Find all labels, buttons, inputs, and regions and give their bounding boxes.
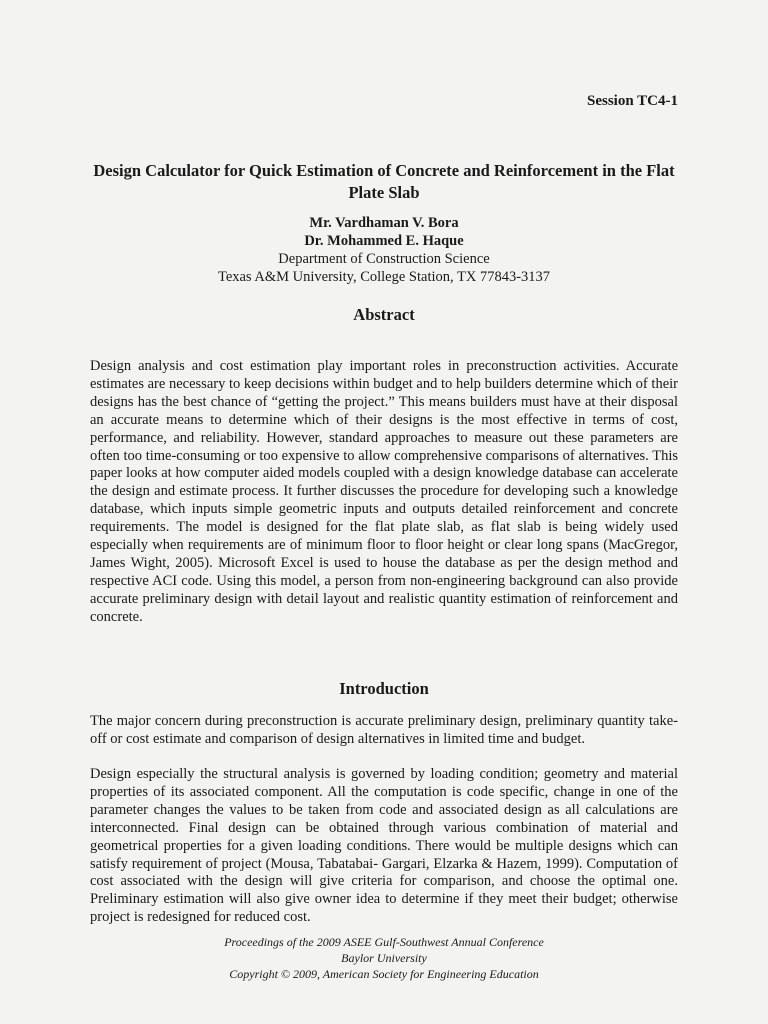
- abstract-paragraph: Design analysis and cost estimation play important roles in preconstruction activities. Accurate estimates are necessary to keep decisions within budget and to help builders determine which of their designs has the best chance of “getting the project.” This means builders must have at their disposal an accurate means to determine which of their designs is the most effective in terms of cost, performance, and reliability. However, standard approaches to measure out these parameters are often too time-consuming or too expensive to allow comprehensive comparisons of alternatives. This paper looks at how computer aided models coupled with a design knowledge database can accelerate the design and estimate process. It further discusses the procedure for developing such a knowledge database, which inputs simple geometric inputs and outputs detailed reinforcement and concrete requirements. The model is designed for the flat plate slab, as flat slab is being widely used especially when requirements are of minimum floor to floor height or clear long spans (MacGregor, James Wight, 2005). Microsoft Excel is used to house the database as per the design method and respective ACI code. Using this model, a person from non-engineering background can also provide accurate preliminary design with detail layout and realistic quantity estimation of reinforcement and concrete.: [90, 358, 678, 625]
- introduction-heading: Introduction: [339, 679, 429, 698]
- author-name: Dr. Mohammed E. Haque: [304, 233, 464, 249]
- introduction-paragraph: The major concern during preconstruction is accurate preliminary design, preliminary quantity take-off or cost estimate and comparison of design alternatives in limited time and budget.: [90, 713, 678, 747]
- session-label: Session TC4-1: [587, 93, 678, 109]
- page-footer: [80, 934, 688, 982]
- footer-conference: Proceedings of the 2009 ASEE Gulf-Southwest Annual Conference: [224, 935, 544, 949]
- author-department: Department of Construction Science: [278, 251, 490, 267]
- footer-copyright: Copyright © 2009, American Society for Engineering Education: [229, 967, 539, 981]
- author-name: Mr. Vardhaman V. Bora: [309, 215, 459, 231]
- introduction-paragraph: Design especially the structural analysis is governed by loading condition; geometry and material properties of its associated component. All the computation is code specific, change in one of the parameter changes the values to be taken from code and associated design as all calculations are interconnected. Final design can be obtained through various combination of material and geometrical properties for a given loading conditions. There would be multiple designs which can satisfy requirement of project (Mousa, Tabatabai- Gargari, Elzarka & Hazem, 1999). Computation of cost associated with the design will give criteria for comparison, and choose the optimal one. Preliminary estimation will also give owner idea to determine if they meet their budget; otherwise project is redesigned for reduced cost.: [90, 766, 678, 926]
- author-block: [80, 214, 688, 286]
- paper-title: Design Calculator for Quick Estimation of Concrete and Reinforcement in the Flat Plate Slab: [93, 161, 675, 202]
- abstract-heading: Abstract: [353, 305, 415, 324]
- footer-university: Baylor University: [341, 951, 427, 965]
- author-institution: Texas A&M University, College Station, TX 77843-3137: [217, 269, 551, 285]
